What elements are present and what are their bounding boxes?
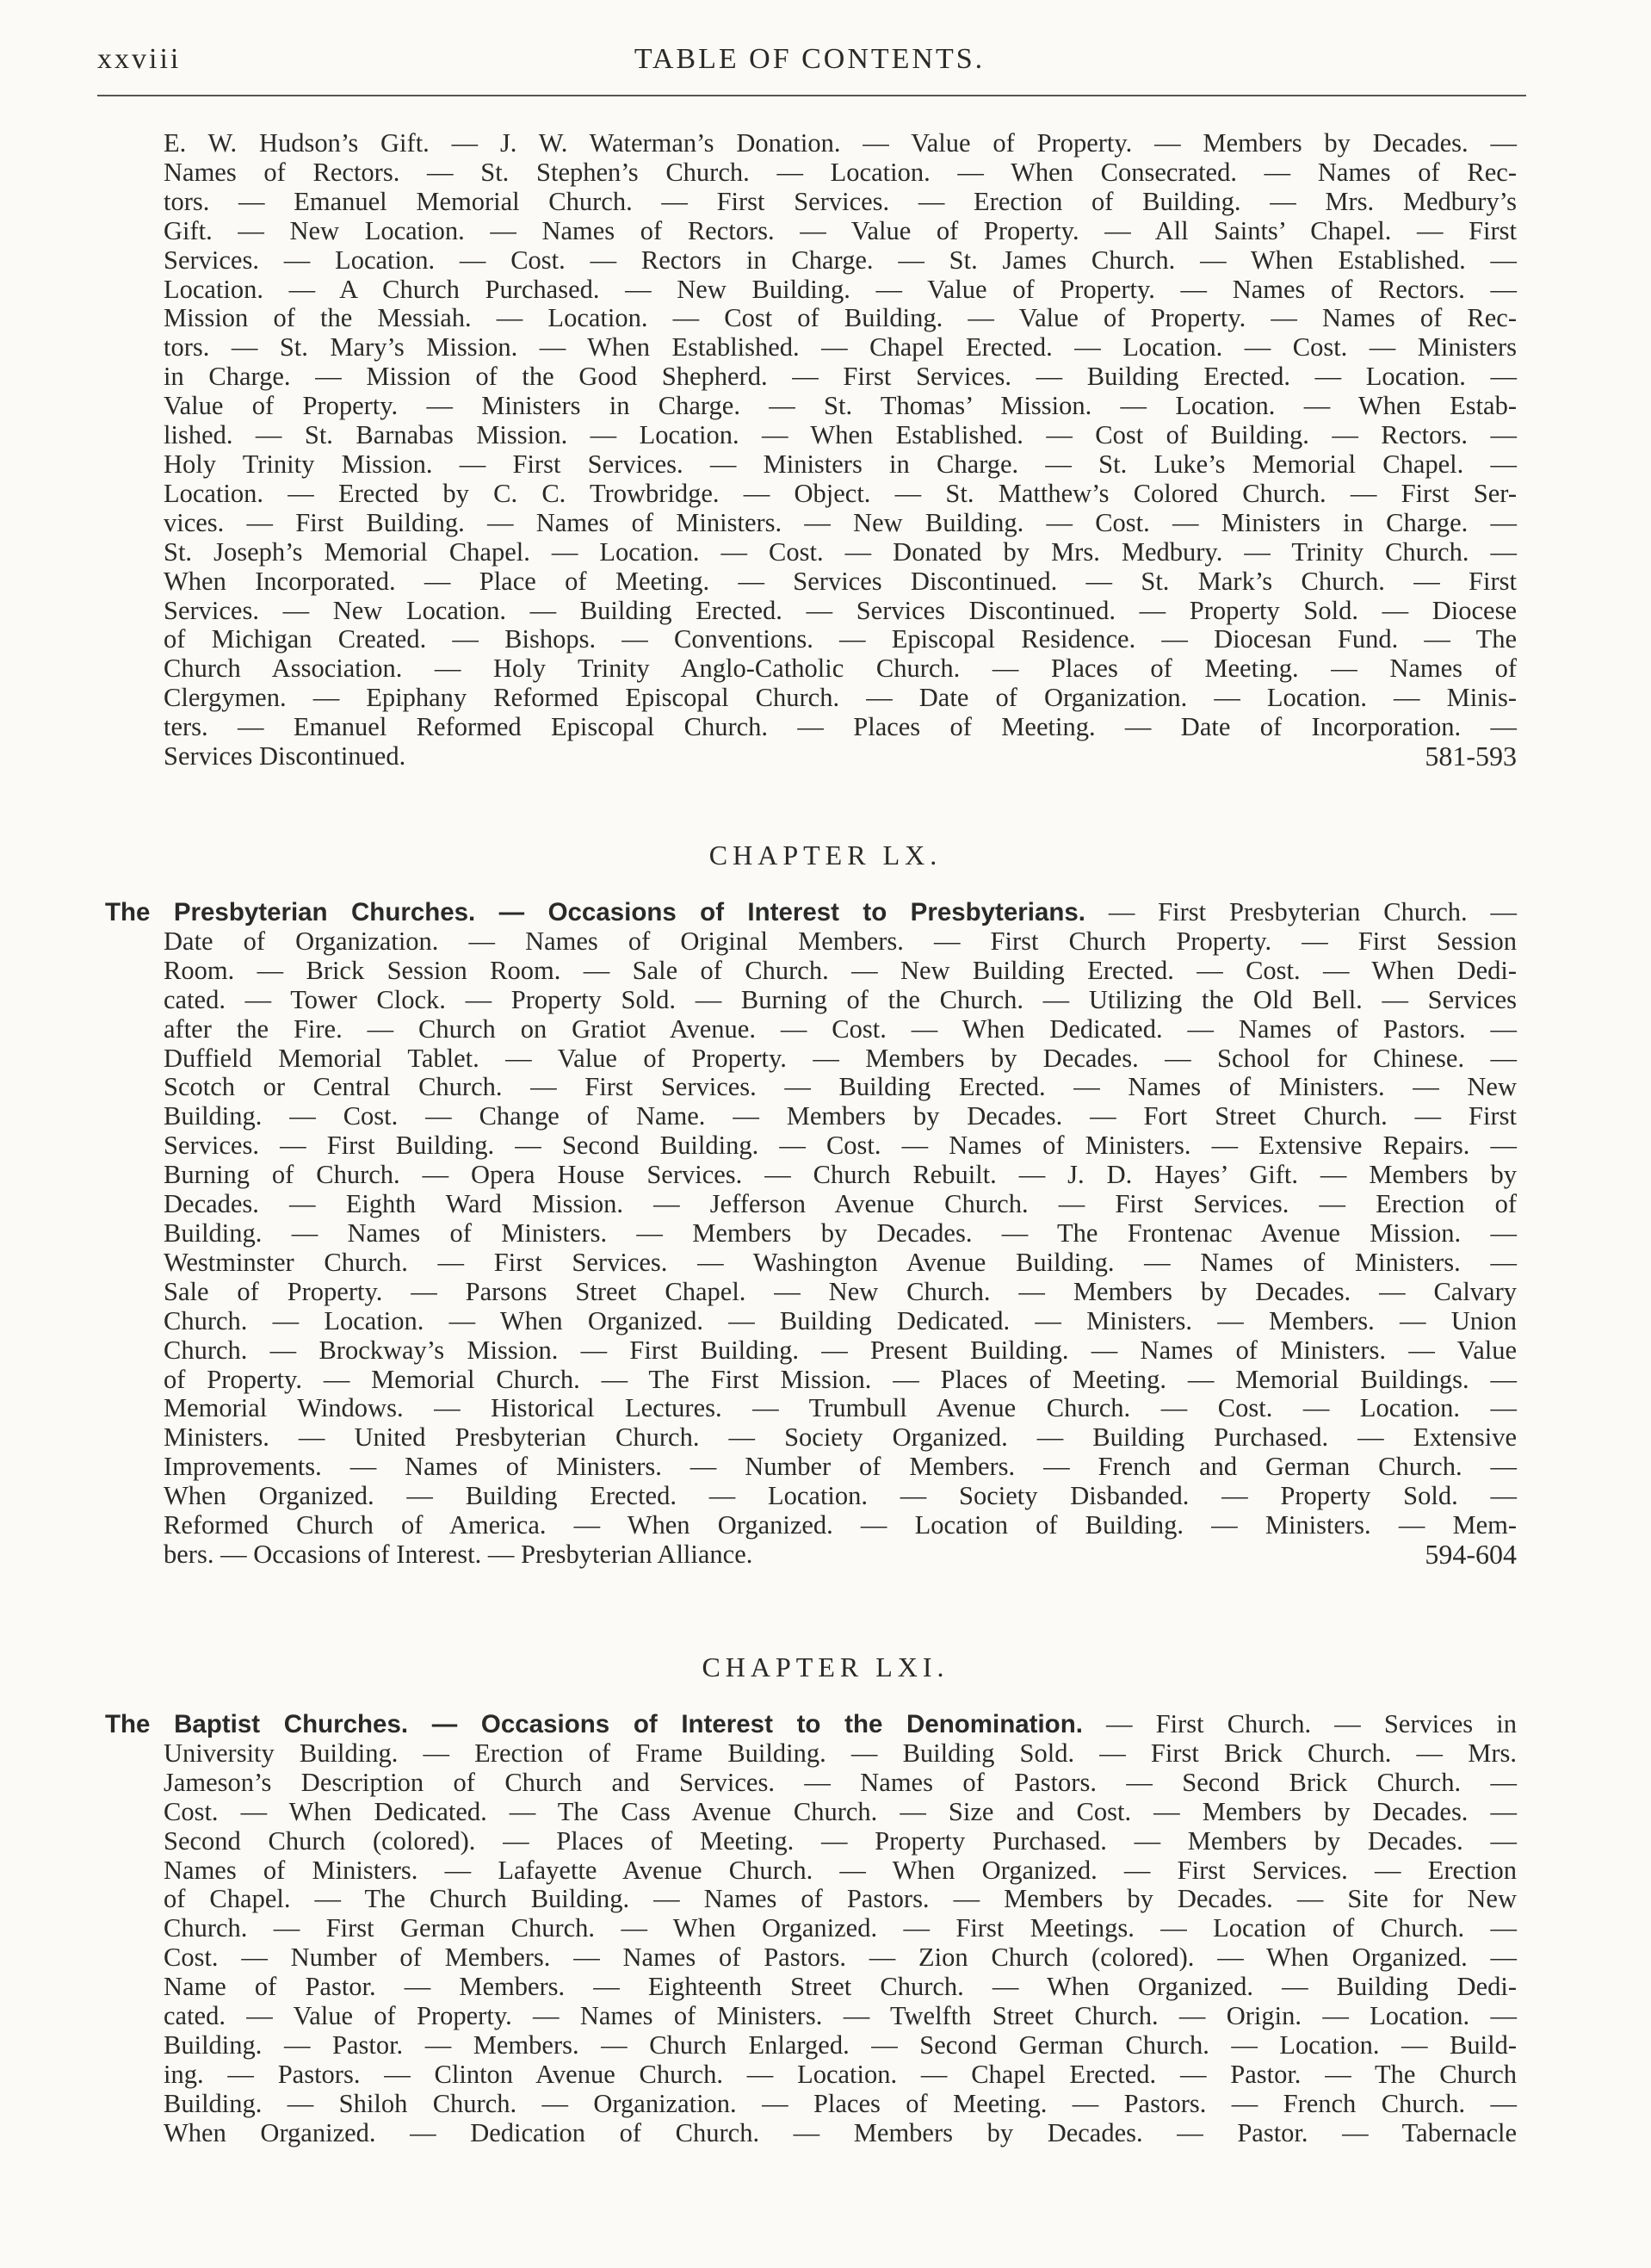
contents-text: Church. — First German Church. — When Organized. — First Meetings. — Location of Church. — (164, 1913, 1517, 1943)
contents-line (164, 1943, 1517, 1973)
contents-text: St. Joseph’s Memorial Chapel. — Location. — Cost. — Donated by Mrs. Medbury. — Trinity Church. — (164, 536, 1517, 567)
contents-text: Church. — Brockway’s Mission. — First Building. — Present Building. — Names of Ministers. — Value (164, 1335, 1517, 1365)
contents-line (164, 597, 1517, 626)
chapter-heading-lx: CHAPTER LX. (708, 840, 943, 871)
contents-text: Improvements. — Names of Ministers. — Number of Members. — French and German Church. — (164, 1452, 1517, 1482)
chapter-subject: The Presbyterian Churches. — Occasions of Interest to Presbyterians. (105, 898, 1085, 926)
contents-text: after the Fire. — Church on Gratiot Avenue. — Cost. — When Dedicated. — Names of Pastors. — (164, 1013, 1517, 1044)
contents-line (164, 1453, 1517, 1482)
contents-text: Holy Trinity Mission. — First Services. — Ministers in Charge. — St. Luke’s Memorial Chapel. — (164, 449, 1517, 479)
contents-entry-presbyterian (105, 897, 1517, 1570)
contents-entry-baptist (105, 1709, 1517, 2148)
contents-line (164, 567, 1517, 597)
contents-line (164, 2090, 1517, 2119)
contents-line (164, 450, 1517, 480)
contents-text: Building. — Names of Ministers. — Members by Decades. — The Frontenac Avenue Mission. — (164, 1218, 1517, 1248)
contents-text: cated. — Tower Clock. — Property Sold. — Burning of the Church. — Utilizing the Old Bell. — Services (164, 984, 1517, 1014)
contents-line (164, 480, 1517, 509)
contents-text: Date of Organization. — Names of Original Members. — First Church Property. — First Session (164, 926, 1517, 956)
contents-line (164, 1278, 1517, 1307)
contents-text: lished. — St. Barnabas Mission. — Location. — When Established. — Cost of Building. — Rectors. — (164, 420, 1517, 450)
contents-text: Services Discontinued. (164, 741, 406, 771)
contents-line (164, 1015, 1517, 1044)
contents-text: When Organized. — Dedication of Church. — Members by Decades. — Pastor. — Tabernacle (164, 2117, 1517, 2147)
contents-line (164, 392, 1517, 421)
contents-text: tors. — St. Mary’s Mission. — When Established. — Chapel Erected. — Location. — Cost. — Ministers (164, 332, 1517, 363)
contents-line (164, 1131, 1517, 1161)
contents-line (164, 509, 1517, 538)
contents-text: Second Church (colored). — Places of Meeting. — Property Purchased. — Members by Decades. — (164, 1825, 1517, 1856)
contents-text: Cost. — When Dedicated. — The Cass Avenue Church. — Size and Cost. — Members by Decades. — (164, 1796, 1517, 1826)
contents-line (164, 1161, 1517, 1190)
contents-line (164, 1798, 1517, 1827)
contents-line (164, 276, 1517, 305)
contents-text: Location. — Erected by C. C. Trowbridge. — Object. — St. Matthew’s Colored Church. — First Ser- (164, 478, 1517, 508)
chapter-heading-lxi: CHAPTER LXI. (702, 1651, 949, 1682)
contents-text: — First Presbyterian Church. — (1085, 897, 1517, 926)
contents-text: Clergymen. — Epiphany Reformed Episcopal Church. — Date of Organization. — Location. — Minis- (164, 683, 1517, 713)
contents-line (164, 654, 1517, 684)
contents-text: bers. — Occasions of Interest. — Presbyterian Alliance. (164, 1539, 753, 1569)
contents-line (164, 1739, 1517, 1769)
contents-text: Building. — Cost. — Change of Name. — Members by Decades. — Fort Street Church. — First (164, 1101, 1517, 1131)
contents-line (164, 1249, 1517, 1278)
page-range: 581-593 (1425, 741, 1517, 772)
contents-line (164, 2002, 1517, 2031)
contents-line (164, 538, 1517, 567)
contents-line (164, 246, 1517, 276)
contents-text: Duffield Memorial Tablet. — Value of Property. — Members by Decades. — School for Chinese. — (164, 1043, 1517, 1073)
contents-line (164, 1914, 1517, 1943)
contents-line (164, 2031, 1517, 2060)
contents-text: Memorial Windows. — Historical Lectures. — Trumbull Avenue Church. — Cost. — Location. — (164, 1393, 1517, 1423)
contents-text: Gift. — New Location. — Names of Rectors. — Value of Property. — All Saints’ Chapel. — First (164, 215, 1517, 245)
contents-line (164, 625, 1517, 654)
contents-line (164, 1769, 1517, 1798)
contents-line (164, 1885, 1517, 1914)
contents-text: Services. — Location. — Cost. — Rectors in Charge. — St. James Church. — When Established. — (164, 245, 1517, 275)
contents-line (105, 1710, 1517, 1739)
contents-line (164, 1073, 1517, 1102)
contents-line (164, 1307, 1517, 1336)
contents-line (164, 2060, 1517, 2090)
contents-line (105, 898, 1517, 927)
page-header (97, 43, 1522, 95)
chapter-subject: The Baptist Churches. — Occasions of Interest to the Denomination. (105, 1710, 1083, 1738)
contents-line (164, 421, 1517, 450)
contents-line (164, 1423, 1517, 1453)
contents-text: Services. — New Location. — Building Erected. — Services Discontinued. — Property Sold. — Diocese (164, 595, 1517, 625)
contents-text: Location. — A Church Purchased. — New Building. — Value of Property. — Names of Rectors. — (164, 274, 1517, 304)
contents-text: Cost. — Number of Members. — Names of Pastors. — Zion Church (colored). — When Organized. — (164, 1943, 1517, 1973)
contents-text: ters. — Emanuel Reformed Episcopal Church. — Places of Meeting. — Date of Incorporation. — (164, 712, 1517, 742)
contents-text: — First Church. — Services in (1082, 1709, 1517, 1738)
contents-line (164, 713, 1517, 742)
contents-line (164, 217, 1517, 246)
contents-line (164, 129, 1517, 158)
contents-line (164, 986, 1517, 1015)
contents-line (164, 742, 1517, 771)
contents-line (164, 927, 1517, 957)
contents-text: Church. — Location. — When Organized. — Building Dedicated. — Ministers. — Members. — Union (164, 1305, 1517, 1335)
contents-text: University Building. — Erection of Frame Building. — Building Sold. — First Brick Church. — Mrs. (164, 1738, 1517, 1768)
contents-text: Ministers. — United Presbyterian Church. — Society Organized. — Building Purchased. — Extensive (164, 1422, 1517, 1453)
contents-text: Mission of the Messiah. — Location. — Cost of Building. — Value of Property. — Names of Rec- (164, 303, 1517, 333)
contents-text: Room. — Brick Session Room. — Sale of Church. — New Building Erected. — Cost. — When Dedi- (164, 955, 1517, 985)
contents-text: tors. — Emanuel Memorial Church. — First Services. — Erection of Building. — Mrs. Medbury’s (164, 186, 1517, 216)
header-rule (97, 95, 1526, 96)
contents-text: Names of Rectors. — St. Stephen’s Church. — Location. — When Consecrated. — Names of Rec- (164, 157, 1517, 187)
contents-text: Building. — Shiloh Church. — Organization. — Places of Meeting. — Pastors. — French Church. — (164, 2088, 1517, 2118)
contents-text: Services. — First Building. — Second Building. — Cost. — Names of Ministers. — Extensive Repairs. — (164, 1131, 1517, 1161)
contents-text: Value of Property. — Ministers in Charge. — St. Thomas’ Mission. — Location. — When Estab- (164, 391, 1517, 421)
page-number: xxviii (97, 43, 182, 75)
contents-line (164, 1482, 1517, 1511)
contents-text: Decades. — Eighth Ward Mission. — Jefferson Avenue Church. — First Services. — Erection of (164, 1189, 1517, 1219)
contents-line (164, 2119, 1517, 2148)
contents-entry-episcopal (164, 129, 1517, 771)
contents-line (164, 1366, 1517, 1395)
contents-text: ing. — Pastors. — Clinton Avenue Church. — Location. — Chapel Erected. — Pastor. — The Church (164, 2059, 1517, 2089)
contents-line (164, 1336, 1517, 1366)
contents-text: When Incorporated. — Place of Meeting. — Services Discontinued. — St. Mark’s Church. — First (164, 566, 1517, 596)
contents-line (164, 188, 1517, 217)
contents-line (164, 957, 1517, 986)
contents-text: Church Association. — Holy Trinity Anglo-Catholic Church. — Places of Meeting. — Names of (164, 654, 1517, 684)
running-title: TABLE OF CONTENTS. (634, 43, 986, 75)
contents-text: of Michigan Created. — Bishops. — Conventions. — Episcopal Residence. — Diocesan Fund. — The (164, 624, 1517, 654)
contents-text: Names of Ministers. — Lafayette Avenue Church. — When Organized. — First Services. — Erection (164, 1855, 1517, 1885)
contents-line (164, 333, 1517, 363)
contents-line (164, 1973, 1517, 2002)
contents-text: Burning of Church. — Opera House Services. — Church Rebuilt. — J. D. Hayes’ Gift. — Members by (164, 1160, 1517, 1190)
contents-text: Scotch or Central Church. — First Services. — Building Erected. — Names of Ministers. — New (164, 1072, 1517, 1102)
contents-line (164, 363, 1517, 392)
contents-line (164, 684, 1517, 713)
contents-text: Building. — Pastor. — Members. — Church Enlarged. — Second German Church. — Location. — Build- (164, 2029, 1517, 2060)
contents-text: Reformed Church of America. — When Organized. — Location of Building. — Ministers. — Mem- (164, 1510, 1517, 1540)
contents-text: vices. — First Building. — Names of Ministers. — New Building. — Cost. — Ministers in Charge. — (164, 507, 1517, 537)
contents-text: of Property. — Memorial Church. — The First Mission. — Places of Meeting. — Memorial Buildings. — (164, 1364, 1517, 1394)
contents-line (164, 1540, 1517, 1570)
contents-text: Sale of Property. — Parsons Street Chapel. — New Church. — Members by Decades. — Calvary (164, 1276, 1517, 1306)
contents-text: of Chapel. — The Church Building. — Names of Pastors. — Members by Decades. — Site for New (164, 1884, 1517, 1914)
contents-line (164, 1827, 1517, 1856)
contents-text: in Charge. — Mission of the Good Shepherd. — First Services. — Building Erected. — Location. — (164, 362, 1517, 392)
contents-line (164, 1102, 1517, 1131)
page-range: 594-604 (1425, 1538, 1517, 1570)
contents-text: When Organized. — Building Erected. — Location. — Society Disbanded. — Property Sold. — (164, 1481, 1517, 1511)
contents-text: Westminster Church. — First Services. — Washington Avenue Building. — Names of Ministers. — (164, 1247, 1517, 1277)
contents-line (164, 1044, 1517, 1074)
contents-text: E. W. Hudson’s Gift. — J. W. Waterman’s Donation. — Value of Property. — Members by Decades. — (164, 128, 1517, 158)
contents-line (164, 304, 1517, 333)
contents-text: Jameson’s Description of Church and Services. — Names of Pastors. — Second Brick Church. — (164, 1767, 1517, 1797)
contents-line (164, 1219, 1517, 1249)
contents-text: Name of Pastor. — Members. — Eighteenth Street Church. — When Organized. — Building Dedi- (164, 1972, 1517, 2002)
contents-text: cated. — Value of Property. — Names of Ministers. — Twelfth Street Church. — Origin. — Location. — (164, 2001, 1517, 2031)
contents-line (164, 1190, 1517, 1219)
contents-line (164, 1394, 1517, 1423)
contents-line (164, 1856, 1517, 1886)
contents-line (164, 158, 1517, 188)
contents-line (164, 1511, 1517, 1540)
